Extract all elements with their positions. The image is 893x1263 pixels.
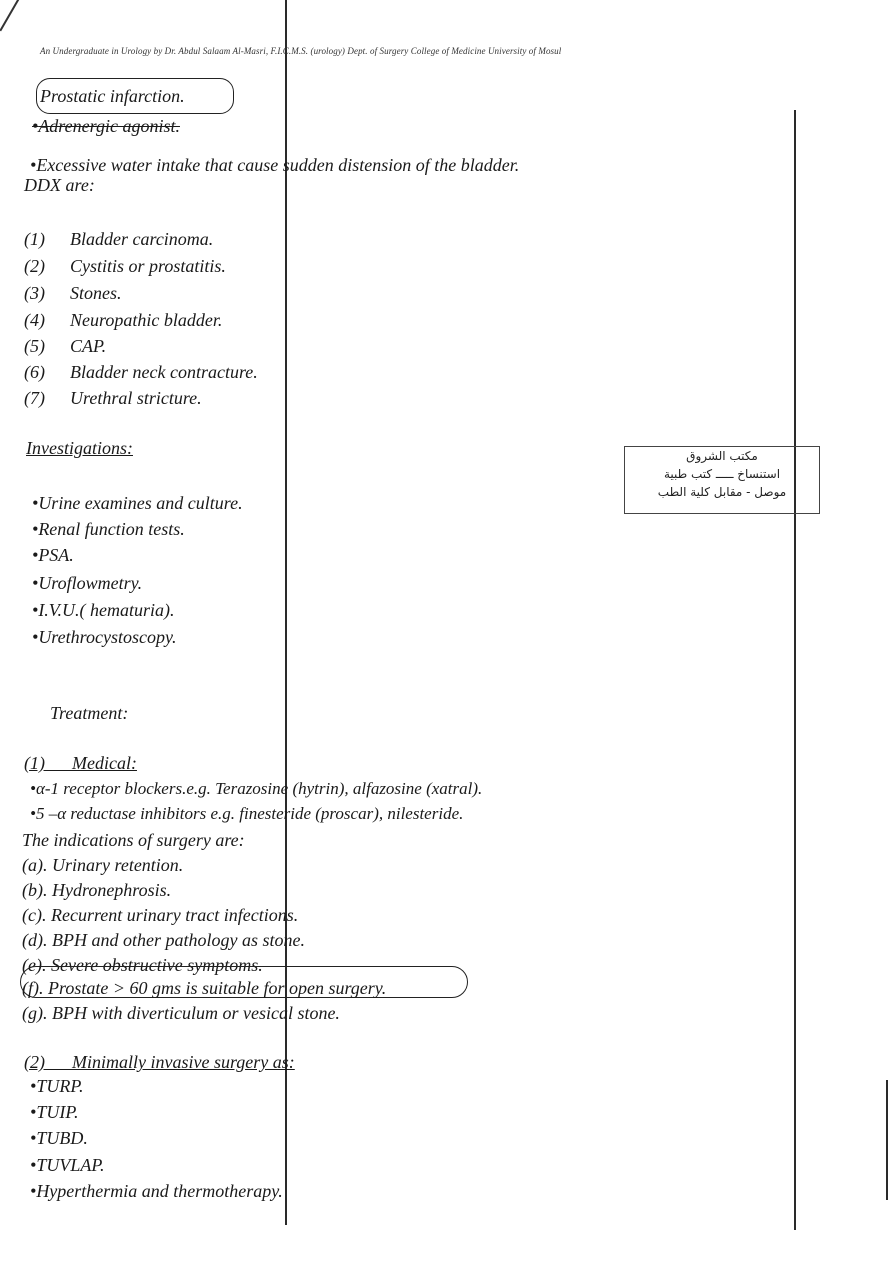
cause-item: Prostatic infarction. [40, 86, 185, 106]
ddx-item: (7) Urethral stricture. [24, 388, 202, 408]
treatment-title: Treatment: [50, 703, 129, 723]
ddx-item: (3) Stones. [24, 283, 122, 303]
minimal-item: •TUVLAP. [30, 1155, 105, 1175]
investigation-item: •Uroflowmetry. [32, 573, 143, 593]
bookshop-stamp: مكتب الشروق استنساخ ـــــ كتب طبية موصل - مقابل كلية الطب [624, 446, 820, 514]
ddx-item: (1) Bladder carcinoma. [24, 229, 214, 249]
fold-line-right [794, 110, 796, 1230]
ddx-item: (6) Bladder neck contracture. [24, 362, 258, 382]
indications-title: The indications of surgery are: [22, 830, 245, 850]
edge-mark [886, 1080, 888, 1200]
indication-item: (e). Severe obstructive symptoms. [22, 955, 263, 975]
investigation-item: •Urine examines and culture. [32, 493, 243, 513]
indication-item: (b). Hydronephrosis. [22, 880, 172, 900]
cause-item: •Excessive water intake that cause sudden distension of the bladder. [30, 155, 520, 175]
minimal-item: •TUBD. [30, 1128, 88, 1148]
ddx-item: (2) Cystitis or prostatitis. [24, 256, 226, 276]
medical-item: •α-1 receptor blockers.e.g. Terazosine (hytrin), alfazosine (xatral). [30, 779, 483, 798]
ddx-title: DDX are: [24, 175, 95, 195]
medical-item: •5 –α reductase inhibitors e.g. finesteride (proscar), nilesteride. [30, 804, 464, 823]
indication-item: (g). BPH with diverticulum or vesical stone. [22, 1003, 340, 1023]
indication-item: (f). Prostate > 60 gms is suitable for open surgery. [22, 978, 387, 998]
minimal-item: •Hyperthermia and thermotherapy. [30, 1181, 283, 1201]
fold-line-left [285, 0, 287, 1225]
ddx-item: (5) CAP. [24, 336, 107, 356]
indication-item: (a). Urinary retention. [22, 855, 184, 875]
indication-item: (c). Recurrent urinary tract infections. [22, 905, 299, 925]
investigations-title: Investigations: [26, 438, 133, 458]
investigation-item: •Urethrocystoscopy. [32, 627, 177, 647]
header-note: An Undergraduate in Urology by Dr. Abdul Salaam Al-Masri, F.I.C.M.S. (urology) Dept. of Surgery College of Medicine University of Mosul [40, 46, 562, 56]
medical-title: (1) Medical: [24, 753, 137, 773]
investigation-item: •I.V.U.( hematuria). [32, 600, 175, 620]
ddx-item: (4) Neuropathic bladder. [24, 310, 223, 330]
cause-item: •Adrenergic agonist. [32, 116, 180, 136]
investigation-item: •Renal function tests. [32, 519, 185, 539]
fold-diagonal-mark [0, 0, 51, 31]
investigation-item: •PSA. [32, 545, 74, 565]
minimal-item: •TUIP. [30, 1102, 79, 1122]
minimal-title: (2) Minimally invasive surgery as: [24, 1052, 295, 1072]
minimal-item: •TURP. [30, 1076, 84, 1096]
indication-item: (d). BPH and other pathology as stone. [22, 930, 305, 950]
